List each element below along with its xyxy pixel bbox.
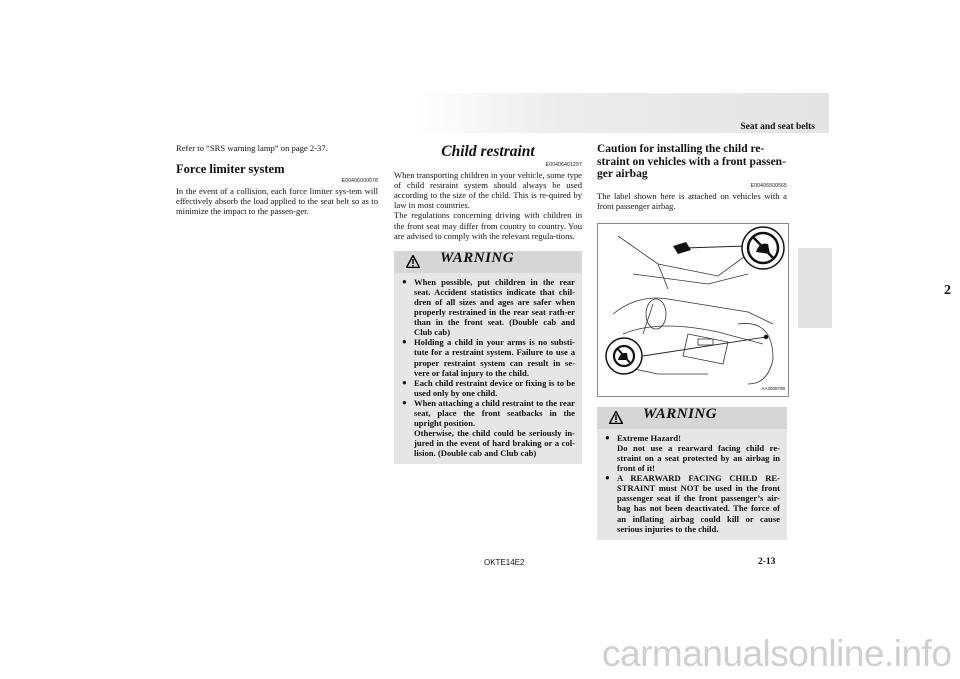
warning-triangle-icon (609, 411, 623, 424)
force-limiter-body: In the event of a collision, each force limiter sys-tem will effectively absorb the load applied to the seat belt so as to minimize the impact to the passen-ger. (176, 186, 378, 217)
figure-code: AA3008799 (761, 385, 785, 391)
force-limiter-code: E00406000078 (341, 178, 378, 185)
dashboard-illustration (598, 224, 788, 396)
warning-item: ● When attaching a child restraint to the rear seat, place the front seatbacks in the upright position. Otherwise, the child could be seriously in-jured in the event of hard braking or a col-lision. (Double cab and Club cab) (414, 398, 575, 459)
airbag-caution-heading: Caution for installing the child re-straint on vehicles with a front passen-ger airbag (597, 143, 786, 180)
warning-list (597, 429, 787, 534)
airbag-label-figure (597, 223, 789, 397)
intro-text: Refer to “SRS warning lamp” on page 2-37. (176, 143, 328, 153)
warning-title: WARNING (440, 249, 515, 266)
child-restraint-heading: Child restraint (441, 143, 535, 160)
warning-header (597, 407, 787, 429)
left-column (176, 143, 378, 216)
middle-column (394, 143, 582, 464)
chapter-tab-number: 2 (944, 283, 951, 298)
airbag-caution-body: The label shown here is attached on vehicles with a front passenger airbag. (597, 190, 787, 211)
warning-list (394, 273, 582, 459)
watermark-text: carmanualsonline.info (602, 633, 952, 674)
chapter-tab (798, 248, 832, 328)
running-head: Seat and seat belts (740, 122, 815, 132)
child-restraint-para2: The regulations concerning driving with children in the front seat may differ from country to country. You are advised to comply with the relevant regula-tions. (394, 210, 582, 241)
force-limiter-heading: Force limiter system (176, 162, 285, 177)
warning-header (394, 251, 582, 273)
warning-triangle-icon (406, 255, 420, 268)
child-restraint-code: E00406401297 (545, 162, 582, 168)
airbag-caution-code: E00406500565 (750, 182, 787, 189)
warning-title: WARNING (643, 405, 718, 422)
warning-item: ● Each child restraint device or fixing is to be used only by one child. (414, 378, 575, 398)
warning-box (597, 407, 787, 540)
right-column (597, 143, 787, 540)
page-number: 2-13 (758, 557, 776, 567)
warning-box (394, 251, 582, 465)
warning-item: ● A REARWARD FACING CHILD RE-STRAINT must NOT be used in the front passenger seat if the front passenger’s air-bag has not been deactivated. The force of an inflating airbag could kill or cause serious injuries to the child. (617, 473, 780, 534)
child-restraint-para1: When transporting children in your vehicle, some type of child restraint system should always be used according to the size of the child. This is re-quired by law in most countries. (394, 170, 582, 211)
warning-item: ● Extreme Hazard! Do not use a rearward facing child re-straint on a seat protected by an airbag in front of it! (617, 433, 780, 473)
doc-code: OKTE14E2 (484, 558, 525, 567)
warning-item: ● Holding a child in your arms is no substi-tute for a restraint system. Failure to use a proper restraint system can result in se-vere or fatal injury to the child. (414, 337, 575, 377)
warning-item: ● When possible, put children in the rear seat. Accident statistics indicate that chil-dren of all sizes and ages are safer when properly restrained in the rear seat rath-er than in the front seat. (Double cab and Club cab) (414, 277, 575, 338)
